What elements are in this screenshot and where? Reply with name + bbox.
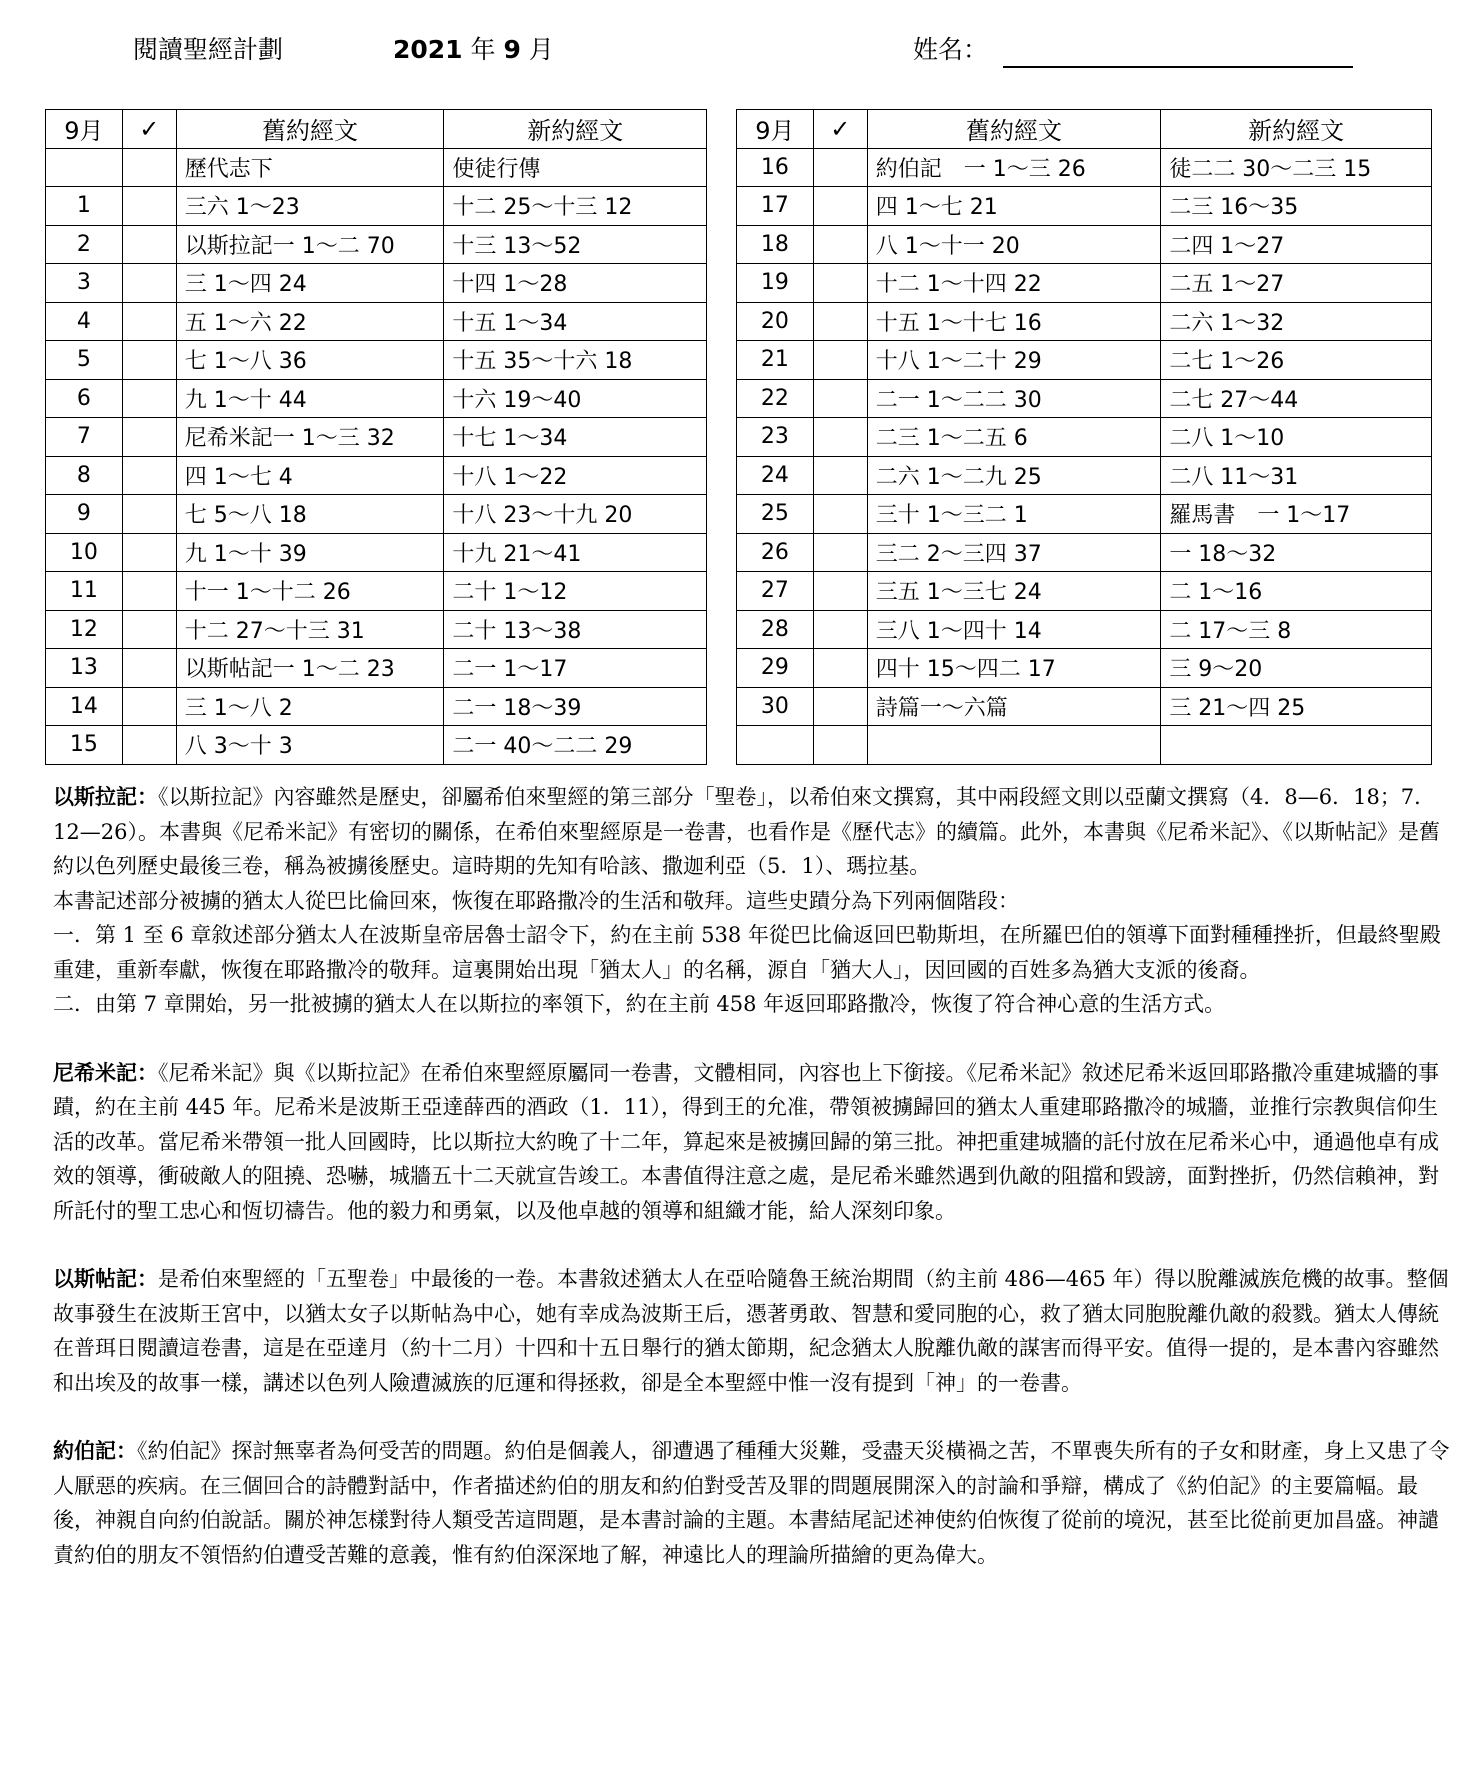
ot-reading-cell: 十五 1～十七 16: [867, 302, 1161, 341]
check-cell[interactable]: [122, 533, 176, 572]
nt-reading-cell: 二 1～16: [1161, 572, 1432, 611]
nt-reading-cell: 十三 13～52: [444, 225, 707, 264]
page-header: [0, 30, 1481, 70]
day-cell: 27: [737, 572, 814, 611]
empty-cell: [737, 726, 814, 765]
table-row: [737, 379, 1432, 418]
nt-reading-cell: 徒二二 30～二三 15: [1161, 148, 1432, 187]
nt-reading-cell: 十九 21～41: [444, 533, 707, 572]
check-cell[interactable]: [813, 533, 867, 572]
table-row: [46, 610, 707, 649]
ezra-stage-2: 二．由第 7 章開始，另一批被擄的猶太人在以斯拉的率領下，約在主前 458 年返回耶路撒冷，恢復了符合神心意的生活方式。: [53, 992, 1226, 1016]
nt-reading-cell: 二四 1～27: [1161, 225, 1432, 264]
check-cell[interactable]: [122, 610, 176, 649]
check-cell[interactable]: [122, 225, 176, 264]
day-cell: 3: [46, 264, 123, 303]
nt-reading-cell: 二八 1～10: [1161, 418, 1432, 457]
plan-month: [393, 30, 554, 66]
ot-reading-cell: 八 3～十 3: [176, 726, 444, 765]
ot-reading-cell: 七 1～八 36: [176, 341, 444, 380]
check-cell[interactable]: [813, 610, 867, 649]
ot-reading-cell: 二一 1～二二 30: [867, 379, 1161, 418]
nt-reading-cell: 二十 13～38: [444, 610, 707, 649]
ot-reading-cell: 三十 1～三二 1: [867, 495, 1161, 534]
table-header-row: [46, 110, 707, 149]
table-row: [737, 341, 1432, 380]
name-label: 姓名：: [913, 35, 989, 64]
ot-reading-cell: 四 1～七 21: [867, 187, 1161, 226]
ezra-stage-1: 一．第 1 至 6 章敘述部分猶太人在波斯皇帝居魯士詔令下，約在主前 538 年從巴比倫返回巴勒斯坦，在所羅巴伯的領導下面對種種挫折，但最終聖殿重建，重新奉獻，恢復在耶路撒冷的敬拜。這裏開始出現「猶太人」的名稱，源自「猶大人」，因回國的百姓多為猶大支派的後裔。: [53, 923, 1441, 982]
reading-table-left: [45, 109, 707, 765]
check-cell[interactable]: [813, 418, 867, 457]
table-row: [737, 533, 1432, 572]
check-cell[interactable]: [813, 187, 867, 226]
day-cell: 12: [46, 610, 123, 649]
day-cell: 24: [737, 456, 814, 495]
check-cell[interactable]: [813, 572, 867, 611]
empty-row: [737, 726, 1432, 765]
nt-reading-cell: 十五 35～十六 18: [444, 341, 707, 380]
nehemiah-intro: [53, 1056, 1453, 1229]
day-cell: 30: [737, 687, 814, 726]
ot-reading-cell: 尼希米記一 1～三 32: [176, 418, 444, 457]
check-cell[interactable]: [813, 687, 867, 726]
check-cell[interactable]: [122, 341, 176, 380]
table-row: [46, 187, 707, 226]
day-cell: 22: [737, 379, 814, 418]
nt-reading-cell: 三 9～20: [1161, 649, 1432, 688]
ot-reading-cell: 十一 1～十二 26: [176, 572, 444, 611]
check-cell[interactable]: [122, 187, 176, 226]
empty-cell: [867, 726, 1161, 765]
table-row: [737, 187, 1432, 226]
ot-reading-cell: 十八 1～二十 29: [867, 341, 1161, 380]
check-cell[interactable]: [813, 379, 867, 418]
nehemiah-text: 《尼希米記》與《以斯拉記》在希伯來聖經原屬同一卷書，文體相同，內容也上下銜接。《尼希米記》敘述尼希米返回耶路撒冷重建城牆的事蹟，約在主前 445 年。尼希米是波斯王亞達薛西的酒政（1．11），得到王的允准，帶領被擄歸回的猶太人重建耶路撒冷的城牆，並推行宗教與信仰生活的改革。當尼希米帶領一批人回國時，比以斯拉大約晚了十二年，算起來是被擄回歸的第三批。神把重建城牆的託付放在尼希米心中，通過他卓有成效的領導，衝破敵人的阻撓、恐嚇，城牆五十二天就宣告竣工。本書值得注意之處，是尼希米雖然遇到仇敵的阻擋和毀謗，面對挫折，仍然信賴神，對所託付的聖工忠心和恆切禱告。他的毅力和勇氣，以及他卓越的領導和組織才能，給人深刻印象。: [53, 1060, 1439, 1223]
job-intro: [53, 1434, 1453, 1572]
header-day: 9月: [737, 110, 814, 149]
table-row: [46, 418, 707, 457]
nt-reading-cell: 二五 1～27: [1161, 264, 1432, 303]
check-icon: ✓: [122, 110, 176, 149]
table-row: [737, 649, 1432, 688]
ot-reading-cell: 詩篇一～六篇: [867, 687, 1161, 726]
table-row: [46, 302, 707, 341]
table-row: [737, 302, 1432, 341]
empty-cell: [1161, 726, 1432, 765]
check-cell[interactable]: [813, 225, 867, 264]
nt-reading-cell: 一 18～32: [1161, 533, 1432, 572]
nehemiah-label: 尼希米記：: [53, 1060, 158, 1085]
table-row: [46, 726, 707, 765]
table-row: [46, 341, 707, 380]
table-row: [737, 610, 1432, 649]
check-cell[interactable]: [122, 379, 176, 418]
day-cell: 16: [737, 148, 814, 187]
nt-reading-cell: 十八 23～十九 20: [444, 495, 707, 534]
day-cell: 14: [46, 687, 123, 726]
ot-reading-cell: 三二 2～三四 37: [867, 533, 1161, 572]
check-cell[interactable]: [813, 148, 867, 187]
name-field[interactable]: [1003, 66, 1353, 68]
ot-reading-cell: 四 1～七 4: [176, 456, 444, 495]
nt-reading-cell: 二一 40～二二 29: [444, 726, 707, 765]
table-row: [46, 495, 707, 534]
job-label: 約伯記：: [53, 1439, 137, 1463]
day-cell: 25: [737, 495, 814, 534]
reading-table-right: [736, 109, 1432, 765]
nt-reading-cell: 十七 1～34: [444, 418, 707, 457]
header-new-testament: 新約經文: [1161, 110, 1432, 149]
check-cell[interactable]: [122, 418, 176, 457]
book-row: [46, 148, 707, 187]
day-cell: 20: [737, 302, 814, 341]
table-row: [737, 495, 1432, 534]
check-cell[interactable]: [122, 264, 176, 303]
day-cell: 6: [46, 379, 123, 418]
ot-reading-cell: 三 1～八 2: [176, 687, 444, 726]
check-cell[interactable]: [813, 264, 867, 303]
check-cell[interactable]: [122, 495, 176, 534]
header-old-testament: 舊約經文: [176, 110, 444, 149]
table-row: [737, 148, 1432, 187]
check-cell[interactable]: [813, 341, 867, 380]
day-cell: 2: [46, 225, 123, 264]
day-cell: 13: [46, 649, 123, 688]
table-row: [737, 456, 1432, 495]
table-header-row: [737, 110, 1432, 149]
ot-book-name: 歷代志下: [176, 148, 444, 187]
header-day: 9月: [46, 110, 123, 149]
table-row: [46, 533, 707, 572]
nt-reading-cell: 二三 16～35: [1161, 187, 1432, 226]
plan-month-number: 9: [503, 35, 521, 64]
nt-reading-cell: 二一 1～17: [444, 649, 707, 688]
ot-reading-cell: 二六 1～二九 25: [867, 456, 1161, 495]
day-cell: 9: [46, 495, 123, 534]
table-row: [737, 572, 1432, 611]
table-row: [737, 418, 1432, 457]
day-cell: 8: [46, 456, 123, 495]
day-cell: 28: [737, 610, 814, 649]
ot-reading-cell: 十二 27～十三 31: [176, 610, 444, 649]
plan-year: 2021: [393, 35, 463, 64]
ot-reading-cell: 二三 1～二五 6: [867, 418, 1161, 457]
esther-label: 以斯帖記：: [53, 1267, 158, 1291]
ot-reading-cell: 三六 1～23: [176, 187, 444, 226]
month-unit: 月: [528, 35, 554, 64]
day-cell: 21: [737, 341, 814, 380]
ot-reading-cell: 約伯記 一 1～三 26: [867, 148, 1161, 187]
nt-reading-cell: 十五 1～34: [444, 302, 707, 341]
ot-reading-cell: 四十 15～四二 17: [867, 649, 1161, 688]
ezra-summary: 本書記述部分被擄的猶太人從巴比倫回來，恢復在耶路撒冷的生活和敬拜。這些史蹟分為下列兩個階段：: [53, 888, 1019, 913]
check-cell[interactable]: [813, 495, 867, 534]
empty-cell: [46, 148, 123, 187]
header-new-testament: 新約經文: [444, 110, 707, 149]
check-cell[interactable]: [813, 649, 867, 688]
empty-cell: [813, 726, 867, 765]
ot-reading-cell: 以斯拉記一 1～二 70: [176, 225, 444, 264]
check-cell[interactable]: [122, 302, 176, 341]
nt-reading-cell: 十八 1～22: [444, 456, 707, 495]
nt-reading-cell: 十二 25～十三 12: [444, 187, 707, 226]
nt-reading-cell: 二 17～三 8: [1161, 610, 1432, 649]
nt-reading-cell: 二七 27～44: [1161, 379, 1432, 418]
day-cell: 15: [46, 726, 123, 765]
job-text: 《約伯記》探討無辜者為何受苦的問題。約伯是個義人，卻遭遇了種種大災難，受盡天災橫禍之苦，不單喪失所有的子女和財產，身上又患了令人厭惡的疾病。在三個回合的詩體對話中，作者描述約伯的朋友和約伯對受苦及罪的問題展開深入的討論和爭辯，構成了《約伯記》的主要篇幅。最後，神親自向約伯說話。關於神怎樣對待人類受苦這問題，是本書討論的主題。本書結尾記述神使約伯恢復了從前的境況，甚至比從前更加昌盛。神譴責約伯的朋友不領悟約伯遭受苦難的意義，惟有約伯深深地了解，神遠比人的理論所描繪的更為偉大。: [53, 1439, 1450, 1567]
table-row: [737, 264, 1432, 303]
check-cell[interactable]: [122, 456, 176, 495]
check-cell[interactable]: [122, 726, 176, 765]
table-row: [46, 572, 707, 611]
nt-reading-cell: 三 21～四 25: [1161, 687, 1432, 726]
day-cell: 10: [46, 533, 123, 572]
day-cell: 19: [737, 264, 814, 303]
ot-reading-cell: 三 1～四 24: [176, 264, 444, 303]
day-cell: 7: [46, 418, 123, 457]
table-row: [46, 379, 707, 418]
table-row: [46, 687, 707, 726]
nt-reading-cell: 二六 1～32: [1161, 302, 1432, 341]
table-row: [46, 456, 707, 495]
page-title: 閱讀聖經計劃: [133, 35, 284, 64]
check-cell[interactable]: [813, 456, 867, 495]
table-row: [46, 649, 707, 688]
book-introductions: [53, 780, 1453, 1572]
nt-reading-cell: 十四 1～28: [444, 264, 707, 303]
ot-reading-cell: 三八 1～四十 14: [867, 610, 1161, 649]
day-cell: 23: [737, 418, 814, 457]
nt-book-name: 使徒行傳: [444, 148, 707, 187]
check-icon: ✓: [813, 110, 867, 149]
nt-reading-cell: 二一 18～39: [444, 687, 707, 726]
ezra-label: 以斯拉記：: [53, 785, 158, 809]
ot-reading-cell: 五 1～六 22: [176, 302, 444, 341]
day-cell: 18: [737, 225, 814, 264]
day-cell: 11: [46, 572, 123, 611]
ezra-text: 《以斯拉記》內容雖然是歷史，卻屬希伯來聖經的第三部分「聖卷」，以希伯來文撰寫，其中兩段經文則以亞蘭文撰寫（4．8—6．18；7．12—26）。本書與《尼希米記》有密切的關係，在希伯來聖經原是一卷書，也看作是《歷代志》的續篇。此外，本書與《尼希米記》、《以斯帖記》是舊約以色列歷史最後三卷，稱為被擄後歷史。這時期的先知有哈該、撒迦利亞（5．1）、瑪拉基。: [53, 785, 1440, 878]
nt-reading-cell: 羅馬書 一 1～17: [1161, 495, 1432, 534]
check-cell[interactable]: [122, 649, 176, 688]
ot-reading-cell: 九 1～十 44: [176, 379, 444, 418]
day-cell: 1: [46, 187, 123, 226]
day-cell: 5: [46, 341, 123, 380]
check-cell[interactable]: [122, 687, 176, 726]
check-cell[interactable]: [122, 572, 176, 611]
esther-intro: [53, 1262, 1453, 1400]
nt-reading-cell: 十六 19～40: [444, 379, 707, 418]
ezra-intro: [53, 780, 1453, 884]
nt-reading-cell: 二七 1～26: [1161, 341, 1432, 380]
nt-reading-cell: 二十 1～12: [444, 572, 707, 611]
table-row: [737, 687, 1432, 726]
year-unit: 年: [470, 35, 496, 64]
ot-reading-cell: 以斯帖記一 1～二 23: [176, 649, 444, 688]
check-cell[interactable]: [122, 148, 176, 187]
check-cell[interactable]: [813, 302, 867, 341]
ot-reading-cell: 十二 1～十四 22: [867, 264, 1161, 303]
day-cell: 4: [46, 302, 123, 341]
header-old-testament: 舊約經文: [867, 110, 1161, 149]
day-cell: 26: [737, 533, 814, 572]
table-row: [737, 225, 1432, 264]
ot-reading-cell: 八 1～十一 20: [867, 225, 1161, 264]
ot-reading-cell: 七 5～八 18: [176, 495, 444, 534]
ot-reading-cell: 九 1～十 39: [176, 533, 444, 572]
day-cell: 29: [737, 649, 814, 688]
ot-reading-cell: 三五 1～三七 24: [867, 572, 1161, 611]
table-row: [46, 225, 707, 264]
day-cell: 17: [737, 187, 814, 226]
table-row: [46, 264, 707, 303]
nt-reading-cell: 二八 11～31: [1161, 456, 1432, 495]
esther-text: 是希伯來聖經的「五聖卷」中最後的一卷。本書敘述猶太人在亞哈隨魯王統治期間（約主前 486—465 年）得以脫離滅族危機的故事。整個故事發生在波斯王宮中，以猶太女子以斯帖為中心，她有幸成為波斯王后，憑著勇敢、智慧和愛同胞的心，救了猶太同胞脫離仇敵的殺戮。猶太人傳統在普珥日閱讀這卷書，這是在亞達月（約十二月）十四和十五日舉行的猶太節期，紀念猶太人脫離仇敵的謀害而得平安。值得一提的，是本書內容雖然和出埃及的故事一樣，講述以色列人險遭滅族的厄運和得拯救，卻是全本聖經中惟一沒有提到「神」的一卷書。: [53, 1267, 1449, 1395]
